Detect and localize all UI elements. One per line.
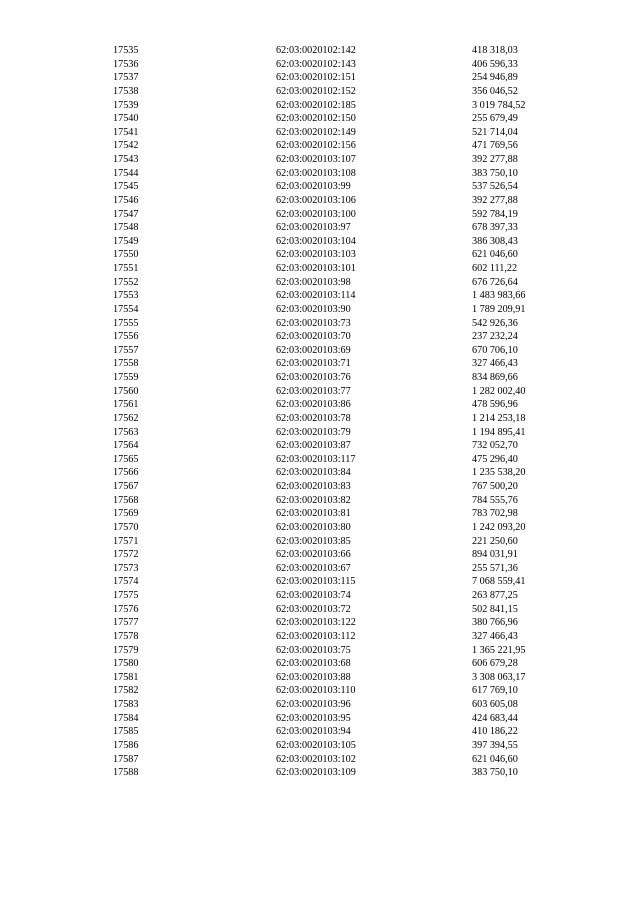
table-row xyxy=(0,426,640,440)
row-number: 17537 xyxy=(113,72,139,84)
table-row xyxy=(0,698,640,712)
table-row xyxy=(0,248,640,262)
row-number: 17587 xyxy=(113,753,139,765)
table-row xyxy=(0,657,640,671)
row-number: 17563 xyxy=(113,426,139,438)
table-row xyxy=(0,480,640,494)
table-row xyxy=(0,208,640,222)
row-number: 17586 xyxy=(113,739,139,751)
row-number: 17578 xyxy=(113,630,139,642)
cadastral-number: 62:03:0020103:77 xyxy=(276,385,351,397)
table-row xyxy=(0,439,640,453)
row-number: 17543 xyxy=(113,154,139,165)
table-row xyxy=(0,507,640,521)
row-number: 17560 xyxy=(113,385,139,397)
row-number: 17567 xyxy=(113,481,139,492)
row-number: 17547 xyxy=(113,208,139,220)
table-row xyxy=(0,221,640,235)
amount-value: 1 365 221,95 xyxy=(472,644,526,656)
table-row xyxy=(0,85,640,99)
row-number: 17583 xyxy=(113,699,139,710)
table-row xyxy=(0,412,640,426)
amount-value: 834 869,66 xyxy=(472,372,518,383)
table-row xyxy=(0,112,640,126)
row-number: 17572 xyxy=(113,549,139,561)
cadastral-number: 62:03:0020103:72 xyxy=(276,603,351,615)
table-row xyxy=(0,739,640,753)
amount-value: 410 186,22 xyxy=(472,726,518,738)
row-number: 17569 xyxy=(113,508,139,520)
amount-value: 1 789 209,91 xyxy=(472,303,526,315)
cadastral-number: 62:03:0020103:95 xyxy=(276,712,351,724)
cadastral-number: 62:03:0020103:78 xyxy=(276,412,351,424)
row-number: 17565 xyxy=(113,453,139,465)
cadastral-number: 62:03:0020102:149 xyxy=(276,126,356,138)
amount-value: 254 946,89 xyxy=(472,72,518,84)
table-row xyxy=(0,385,640,399)
data-table xyxy=(0,44,640,780)
cadastral-number: 62:03:0020103:67 xyxy=(276,562,351,574)
amount-value: 424 683,44 xyxy=(472,712,518,724)
cadastral-number: 62:03:0020103:99 xyxy=(276,181,351,193)
table-row xyxy=(0,684,640,698)
cadastral-number: 62:03:0020103:69 xyxy=(276,344,351,356)
cadastral-number: 62:03:0020102:150 xyxy=(276,113,356,125)
row-number: 17579 xyxy=(113,644,139,656)
table-row xyxy=(0,126,640,140)
cadastral-number: 62:03:0020102:156 xyxy=(276,140,356,152)
amount-value: 255 571,36 xyxy=(472,562,518,574)
amount-value: 397 394,55 xyxy=(472,739,518,751)
row-number: 17561 xyxy=(113,399,139,411)
row-number: 17588 xyxy=(113,767,139,779)
cadastral-number: 62:03:0020103:74 xyxy=(276,590,351,601)
amount-value: 617 769,10 xyxy=(472,685,518,697)
cadastral-number: 62:03:0020103:70 xyxy=(276,331,351,343)
table-row xyxy=(0,575,640,589)
cadastral-number: 62:03:0020102:142 xyxy=(276,45,356,56)
row-number: 17576 xyxy=(113,603,139,615)
row-number: 17573 xyxy=(113,562,139,574)
row-number: 17575 xyxy=(113,590,139,601)
table-row xyxy=(0,535,640,549)
cadastral-number: 62:03:0020102:152 xyxy=(276,85,356,97)
cadastral-number: 62:03:0020103:106 xyxy=(276,194,356,206)
cadastral-number: 62:03:0020103:97 xyxy=(276,222,351,234)
row-number: 17554 xyxy=(113,303,139,315)
amount-value: 678 397,33 xyxy=(472,222,518,234)
cadastral-number: 62:03:0020103:90 xyxy=(276,303,351,315)
amount-value: 221 250,60 xyxy=(472,535,518,547)
row-number: 17570 xyxy=(113,521,139,533)
table-row xyxy=(0,194,640,208)
row-number: 17568 xyxy=(113,494,139,506)
table-row xyxy=(0,71,640,85)
cadastral-number: 62:03:0020103:79 xyxy=(276,426,351,438)
row-number: 17556 xyxy=(113,331,139,343)
row-number: 17546 xyxy=(113,194,139,206)
amount-value: 383 750,10 xyxy=(472,767,518,779)
cadastral-number: 62:03:0020103:82 xyxy=(276,494,351,506)
cadastral-number: 62:03:0020103:83 xyxy=(276,481,351,492)
cadastral-number: 62:03:0020103:98 xyxy=(276,276,351,288)
amount-value: 783 702,98 xyxy=(472,508,518,520)
cadastral-number: 62:03:0020103:86 xyxy=(276,399,351,411)
table-row xyxy=(0,494,640,508)
table-row xyxy=(0,371,640,385)
table-row xyxy=(0,548,640,562)
amount-value: 7 068 559,41 xyxy=(472,576,526,588)
amount-value: 263 877,25 xyxy=(472,590,518,601)
row-number: 17540 xyxy=(113,113,139,125)
cadastral-number: 62:03:0020103:85 xyxy=(276,535,351,547)
table-row xyxy=(0,603,640,617)
table-row xyxy=(0,153,640,167)
row-number: 17538 xyxy=(113,85,139,97)
row-number: 17536 xyxy=(113,58,139,70)
cadastral-number: 62:03:0020103:102 xyxy=(276,753,356,765)
amount-value: 670 706,10 xyxy=(472,344,518,356)
row-number: 17582 xyxy=(113,685,139,697)
cadastral-number: 62:03:0020102:143 xyxy=(276,58,356,70)
cadastral-number: 62:03:0020103:66 xyxy=(276,549,351,561)
amount-value: 383 750,10 xyxy=(472,167,518,179)
amount-value: 606 679,28 xyxy=(472,658,518,670)
cadastral-number: 62:03:0020103:115 xyxy=(276,576,356,588)
table-row xyxy=(0,357,640,371)
row-number: 17580 xyxy=(113,658,139,670)
cadastral-number: 62:03:0020103:108 xyxy=(276,167,356,179)
amount-value: 1 194 895,41 xyxy=(472,426,526,438)
table-row xyxy=(0,180,640,194)
amount-value: 621 046,60 xyxy=(472,249,518,261)
row-number: 17585 xyxy=(113,726,139,738)
amount-value: 1 235 538,20 xyxy=(472,467,526,479)
cadastral-number: 62:03:0020103:100 xyxy=(276,208,356,220)
cadastral-number: 62:03:0020103:71 xyxy=(276,358,351,370)
table-row xyxy=(0,712,640,726)
amount-value: 255 679,49 xyxy=(472,113,518,125)
table-row xyxy=(0,167,640,181)
amount-value: 327 466,43 xyxy=(472,630,518,642)
cadastral-number: 62:03:0020103:94 xyxy=(276,726,351,738)
amount-value: 784 555,76 xyxy=(472,494,518,506)
cadastral-number: 62:03:0020103:105 xyxy=(276,739,356,751)
cadastral-number: 62:03:0020103:107 xyxy=(276,154,356,165)
table-row xyxy=(0,453,640,467)
table-row xyxy=(0,44,640,58)
cadastral-number: 62:03:0020102:151 xyxy=(276,72,356,84)
amount-value: 471 769,56 xyxy=(472,140,518,152)
row-number: 17566 xyxy=(113,467,139,479)
amount-value: 1 214 253,18 xyxy=(472,412,526,424)
row-number: 17551 xyxy=(113,263,139,274)
amount-value: 406 596,33 xyxy=(472,58,518,70)
amount-value: 386 308,43 xyxy=(472,235,518,247)
row-number: 17549 xyxy=(113,235,139,247)
table-row xyxy=(0,58,640,72)
amount-value: 592 784,19 xyxy=(472,208,518,220)
table-row xyxy=(0,562,640,576)
amount-value: 1 483 983,66 xyxy=(472,290,526,302)
row-number: 17542 xyxy=(113,140,139,152)
table-row xyxy=(0,289,640,303)
row-number: 17557 xyxy=(113,344,139,356)
cadastral-number: 62:03:0020103:122 xyxy=(276,617,356,629)
row-number: 17550 xyxy=(113,249,139,261)
amount-value: 418 318,03 xyxy=(472,45,518,56)
table-row xyxy=(0,766,640,780)
table-row xyxy=(0,521,640,535)
row-number: 17555 xyxy=(113,317,139,329)
amount-value: 732 052,70 xyxy=(472,440,518,452)
row-number: 17577 xyxy=(113,617,139,629)
table-row xyxy=(0,630,640,644)
row-number: 17562 xyxy=(113,412,139,424)
amount-value: 3 308 063,17 xyxy=(472,671,526,683)
cadastral-number: 62:03:0020103:117 xyxy=(276,453,356,465)
cadastral-number: 62:03:0020102:185 xyxy=(276,99,356,111)
cadastral-number: 62:03:0020103:110 xyxy=(276,685,356,697)
amount-value: 380 766,96 xyxy=(472,617,518,629)
table-row xyxy=(0,330,640,344)
amount-value: 602 111,22 xyxy=(472,263,518,274)
amount-value: 521 714,04 xyxy=(472,126,518,138)
amount-value: 3 019 784,52 xyxy=(472,99,526,111)
table-row xyxy=(0,99,640,113)
table-row xyxy=(0,303,640,317)
amount-value: 894 031,91 xyxy=(472,549,518,561)
row-number: 17553 xyxy=(113,290,139,302)
amount-value: 392 277,88 xyxy=(472,154,518,165)
row-number: 17545 xyxy=(113,181,139,193)
amount-value: 621 046,60 xyxy=(472,753,518,765)
cadastral-number: 62:03:0020103:68 xyxy=(276,658,351,670)
table-row xyxy=(0,139,640,153)
row-number: 17581 xyxy=(113,671,139,683)
amount-value: 237 232,24 xyxy=(472,331,518,343)
table-row xyxy=(0,644,640,658)
row-number: 17571 xyxy=(113,535,139,547)
row-number: 17558 xyxy=(113,358,139,370)
table-row xyxy=(0,725,640,739)
table-row xyxy=(0,317,640,331)
amount-value: 1 282 002,40 xyxy=(472,385,526,397)
cadastral-number: 62:03:0020103:87 xyxy=(276,440,351,452)
table-row xyxy=(0,262,640,276)
amount-value: 475 296,40 xyxy=(472,453,518,465)
table-row xyxy=(0,276,640,290)
amount-value: 327 466,43 xyxy=(472,358,518,370)
cadastral-number: 62:03:0020103:101 xyxy=(276,263,356,274)
cadastral-number: 62:03:0020103:84 xyxy=(276,467,351,479)
cadastral-number: 62:03:0020103:96 xyxy=(276,699,351,710)
row-number: 17584 xyxy=(113,712,139,724)
row-number: 17548 xyxy=(113,222,139,234)
cadastral-number: 62:03:0020103:104 xyxy=(276,235,356,247)
table-row xyxy=(0,344,640,358)
table-row xyxy=(0,671,640,685)
cadastral-number: 62:03:0020103:75 xyxy=(276,644,351,656)
amount-value: 392 277,88 xyxy=(472,194,518,206)
table-row xyxy=(0,589,640,603)
table-row xyxy=(0,616,640,630)
amount-value: 542 926,36 xyxy=(472,317,518,329)
amount-value: 603 605,08 xyxy=(472,699,518,710)
cadastral-number: 62:03:0020103:81 xyxy=(276,508,351,520)
row-number: 17559 xyxy=(113,372,139,383)
row-number: 17574 xyxy=(113,576,139,588)
cadastral-number: 62:03:0020103:112 xyxy=(276,630,356,642)
amount-value: 676 726,64 xyxy=(472,276,518,288)
table-row xyxy=(0,466,640,480)
cadastral-number: 62:03:0020103:73 xyxy=(276,317,351,329)
table-row xyxy=(0,753,640,767)
cadastral-number: 62:03:0020103:114 xyxy=(276,290,356,302)
amount-value: 1 242 093,20 xyxy=(472,521,526,533)
row-number: 17564 xyxy=(113,440,139,452)
amount-value: 478 596,96 xyxy=(472,399,518,411)
cadastral-number: 62:03:0020103:76 xyxy=(276,372,351,383)
cadastral-number: 62:03:0020103:109 xyxy=(276,767,356,779)
amount-value: 502 841,15 xyxy=(472,603,518,615)
table-row xyxy=(0,398,640,412)
amount-value: 767 500,20 xyxy=(472,481,518,492)
row-number: 17544 xyxy=(113,167,139,179)
row-number: 17539 xyxy=(113,99,139,111)
row-number: 17541 xyxy=(113,126,139,138)
amount-value: 356 046,52 xyxy=(472,85,518,97)
row-number: 17535 xyxy=(113,45,139,56)
cadastral-number: 62:03:0020103:103 xyxy=(276,249,356,261)
cadastral-number: 62:03:0020103:80 xyxy=(276,521,351,533)
table-row xyxy=(0,235,640,249)
cadastral-number: 62:03:0020103:88 xyxy=(276,671,351,683)
row-number: 17552 xyxy=(113,276,139,288)
amount-value: 537 526,54 xyxy=(472,181,518,193)
